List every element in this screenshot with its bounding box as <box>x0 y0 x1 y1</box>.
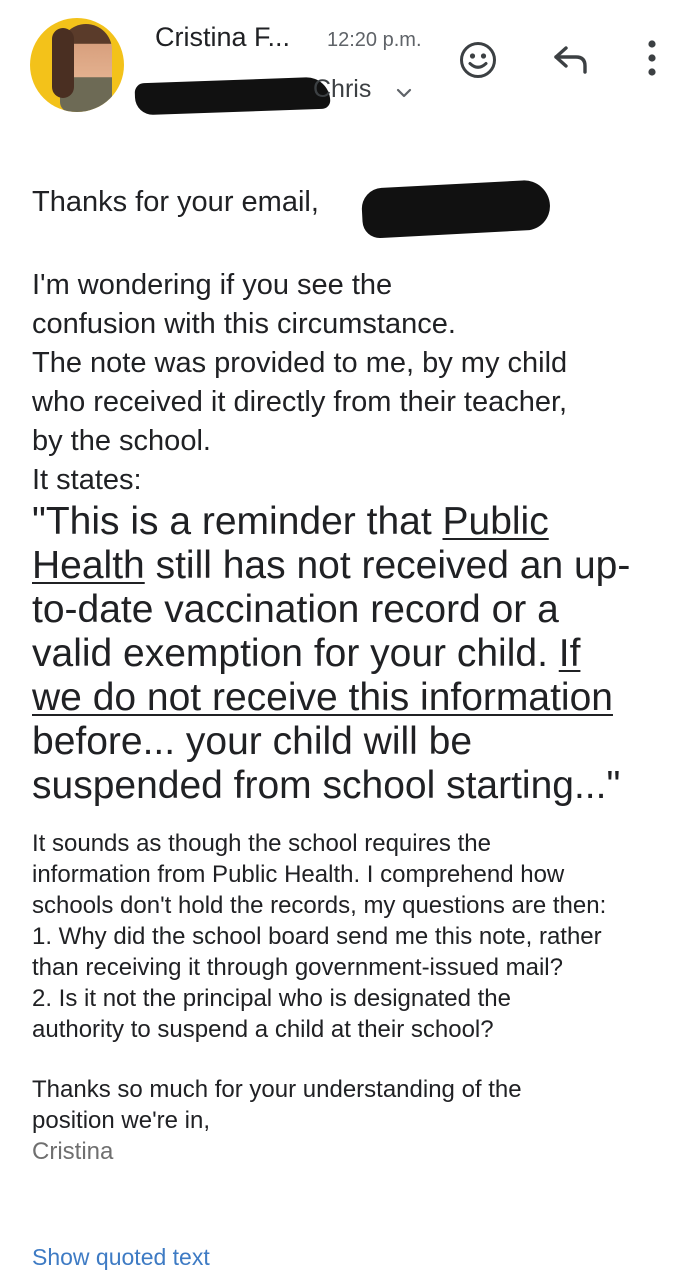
signature: Cristina <box>32 1138 114 1165</box>
quote-line <box>32 632 630 676</box>
greeting: Thanks for your email, <box>32 186 319 218</box>
recipient-row[interactable] <box>135 72 435 112</box>
vertical-dots-icon[interactable] <box>638 38 666 82</box>
body-line: The note was provided to me, by my child <box>32 347 568 379</box>
body-line: Thanks so much for your understanding of the <box>32 1076 522 1103</box>
quote-line <box>32 500 630 544</box>
body-line: 1. Why did the school board send me this note, rather <box>32 923 602 950</box>
quote-line: suspended from school starting..." <box>32 764 621 807</box>
quote-underlined: we do not receive this information <box>32 676 613 719</box>
redaction-mark <box>361 179 551 239</box>
closing <box>32 1074 522 1167</box>
timestamp: 12:20 p.m. <box>327 29 422 51</box>
quote-underlined: Public <box>442 500 549 543</box>
body-line: authority to suspend a child at their school? <box>32 1016 494 1043</box>
paragraph-questions <box>32 828 606 1045</box>
body-line: It states: <box>32 464 142 496</box>
body-line: schools don't hold the records, my questions are then: <box>32 892 607 919</box>
paragraph-intro <box>32 266 567 500</box>
avatar-photo <box>60 24 112 112</box>
quote-line <box>32 676 630 720</box>
quote-underlined: Health <box>32 544 145 587</box>
quoted-note <box>32 500 630 808</box>
body-line: confusion with this circumstance. <box>32 308 456 340</box>
body-line: by the school. <box>32 425 211 457</box>
quote-text: valid exemption for your child. <box>32 632 559 675</box>
reply-arrow-icon[interactable] <box>552 42 590 76</box>
quote-text: "This is a reminder that <box>32 500 443 543</box>
quote-underlined: If <box>558 632 581 675</box>
quote-line <box>32 544 630 588</box>
recipient-name: Chris <box>313 75 372 103</box>
body-line: information from Public Health. I comprehend how <box>32 861 565 888</box>
smiley-face-icon[interactable] <box>458 40 498 80</box>
sender-name[interactable]: Cristina F... <box>155 22 291 52</box>
quote-text: still has not received an up- <box>144 544 631 587</box>
chevron-down-icon[interactable] <box>393 82 415 104</box>
show-quoted-text-link[interactable]: Show quoted text <box>32 1244 210 1270</box>
redaction-mark <box>135 77 331 116</box>
avatar[interactable] <box>30 18 124 112</box>
body-line: It sounds as though the school requires the <box>32 830 491 857</box>
body-line: than receiving it through government-issued mail? <box>32 954 563 981</box>
body-line: position we're in, <box>32 1107 211 1134</box>
quote-line: to-date vaccination record or a <box>32 588 559 631</box>
body-line: who received it directly from their teacher, <box>32 386 568 418</box>
email-header <box>0 0 694 130</box>
quote-line: before... your child will be <box>32 720 473 763</box>
body-line: I'm wondering if you see the <box>32 269 393 301</box>
body-line: 2. Is it not the principal who is designated the <box>32 985 511 1012</box>
